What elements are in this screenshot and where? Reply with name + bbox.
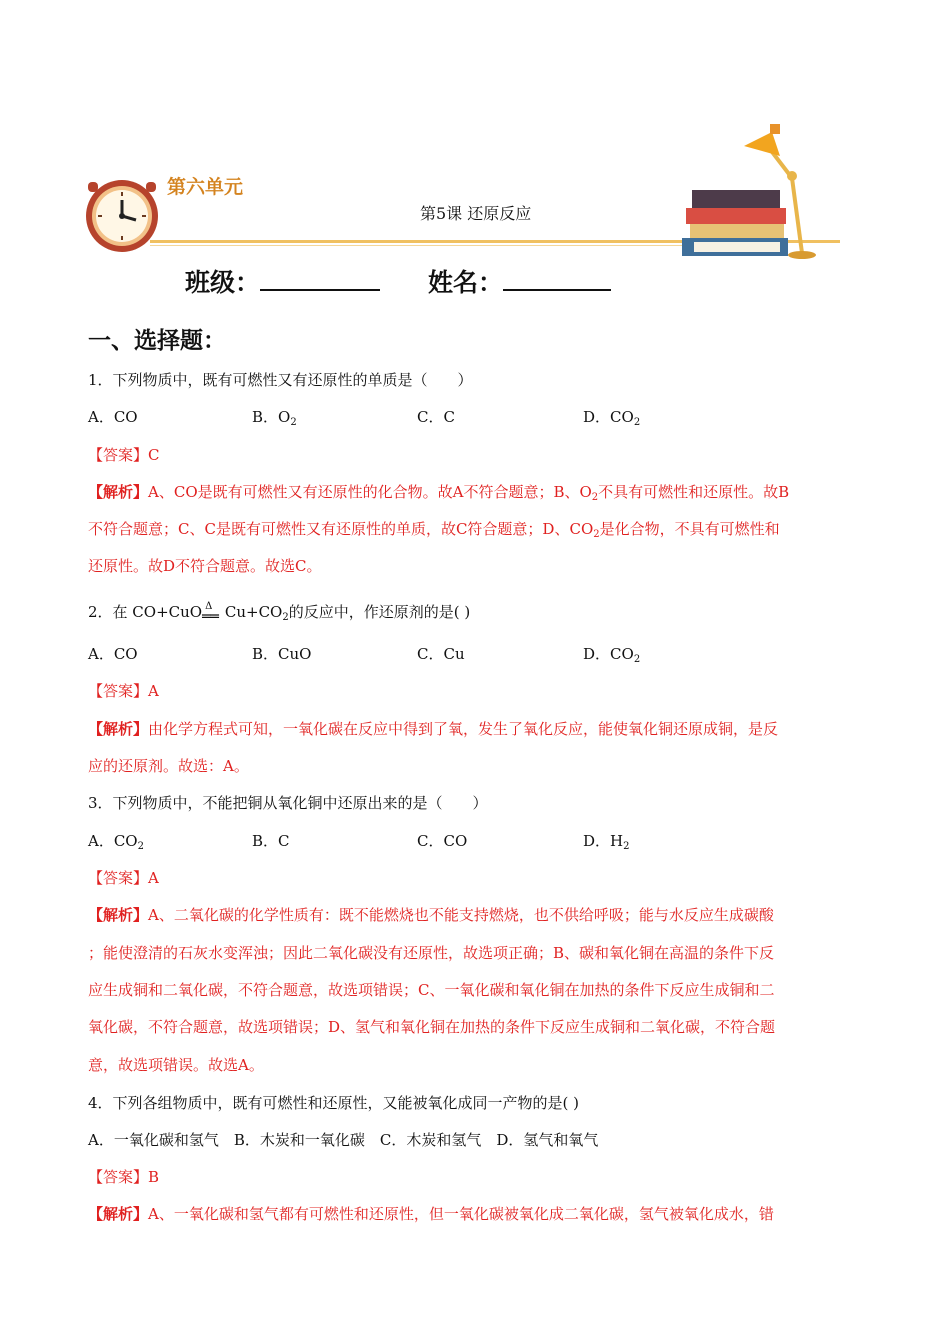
name-field[interactable] — [503, 267, 611, 291]
option-d: D．$H_2$ — [583, 832, 630, 852]
question-4-answer: 【答案】B — [88, 1168, 160, 1186]
option-b: B．CuO — [252, 645, 312, 663]
option-a: A．CO — [88, 408, 138, 426]
name-label: 姓名： — [428, 268, 504, 297]
question-4-explanation-line-1: 【解析】A、一氧化碳和氢气都有可燃性和还原性，但一氧化碳被氧化成二氧化碳，氢气被氧化成水，错 — [88, 1205, 774, 1223]
option-c: C．CO — [417, 832, 468, 850]
option-b: B．C — [252, 832, 290, 850]
question-3-explanation-line-2: ；能使澄清的石灰水变浑浊；因此二氧化碳没有还原性，故选项正确；B、碳和氧化铜在高温的条件下反 — [88, 944, 775, 962]
question-4-stem: 4．下列各组物质中，既有可燃性和还原性，又能被氧化成同一产物的是( ) — [88, 1094, 580, 1112]
question-1-explanation-line-3: 还原性。故D不符合题意。故选C。 — [88, 557, 322, 575]
books-lamp-icon — [676, 118, 816, 262]
question-2-explanation-line-2: 应的还原剂。故选：A。 — [88, 757, 249, 775]
lesson-title: 第5课 还原反应 — [420, 204, 532, 223]
section-title: 一、选择题： — [88, 328, 226, 354]
question-3-explanation-line-4: 氧化碳，不符合题意，故选项错误；D、氢气和氧化铜在加热的条件下反应生成铜和二氧化碳，不符合题 — [88, 1018, 776, 1036]
question-1-stem: 1．下列物质中，既有可燃性又有还原性的单质是（ ） — [88, 371, 473, 389]
question-2-answer: 【答案】A — [88, 682, 159, 700]
question-2-stem: 2．在 CO+CuO Δ ══ $Cu+CO_2$的反应中，作还原剂的是( ) — [88, 601, 471, 625]
option-d: D．$CO_2$ — [583, 408, 641, 428]
question-1-options — [88, 406, 848, 430]
question-3-explanation-line-3: 应生成铜和二氧化碳，不符合题意，故选项错误；C、一氧化碳和氧化铜在加热的条件下反应生成铜和二 — [88, 981, 775, 999]
option-d: D．$CO_2$ — [583, 645, 641, 665]
header-divider-thin — [150, 245, 750, 246]
heating-sign: Δ ══ — [202, 601, 219, 625]
option-c: C．C — [417, 408, 455, 426]
option-a: A．CO — [88, 645, 138, 663]
student-info-row — [185, 263, 611, 299]
question-4-options: A．一氧化碳和氢气 B．木炭和一氧化碳 C．木炭和氢气 D．氢气和氧气 — [88, 1131, 599, 1149]
question-1-explanation-line-2: 不符合题意；C、C是既有可燃性又有还原性的单质，故C符合题意；D、$CO_2$是化合物，不具有可燃性和 — [88, 520, 780, 540]
question-1-explanation-line-1: 【解析】A、CO是既有可燃性又有还原性的化合物。故A不符合题意；B、$O_2$不具有可燃性和还原性。故B — [88, 483, 790, 503]
question-1-answer: 【答案】C — [88, 446, 160, 464]
question-3-explanation-line-1: 【解析】A、二氧化碳的化学性质有：既不能燃烧也不能支持燃烧，也不供给呼吸；能与水反应生成碳酸 — [88, 906, 774, 924]
option-c: C．Cu — [417, 645, 465, 663]
question-3-explanation-line-5: 意，故选项错误。故选A。 — [88, 1056, 264, 1074]
question-3-stem: 3．下列物质中，不能把铜从氧化铜中还原出来的是（ ） — [88, 794, 488, 812]
class-label: 班级： — [185, 268, 261, 297]
option-b: B．$O_2$ — [252, 408, 297, 428]
question-3-answer: 【答案】A — [88, 869, 159, 887]
unit-title: 第六单元 — [167, 176, 244, 198]
class-field[interactable] — [260, 267, 380, 291]
question-2-explanation-line-1: 【解析】由化学方程式可知，一氧化碳在反应中得到了氧，发生了氧化反应，能使氧化铜还原成铜，是反 — [88, 720, 779, 738]
question-2-options — [88, 643, 848, 667]
question-3-options — [88, 830, 848, 854]
option-a: A．$CO_2$ — [88, 832, 144, 852]
